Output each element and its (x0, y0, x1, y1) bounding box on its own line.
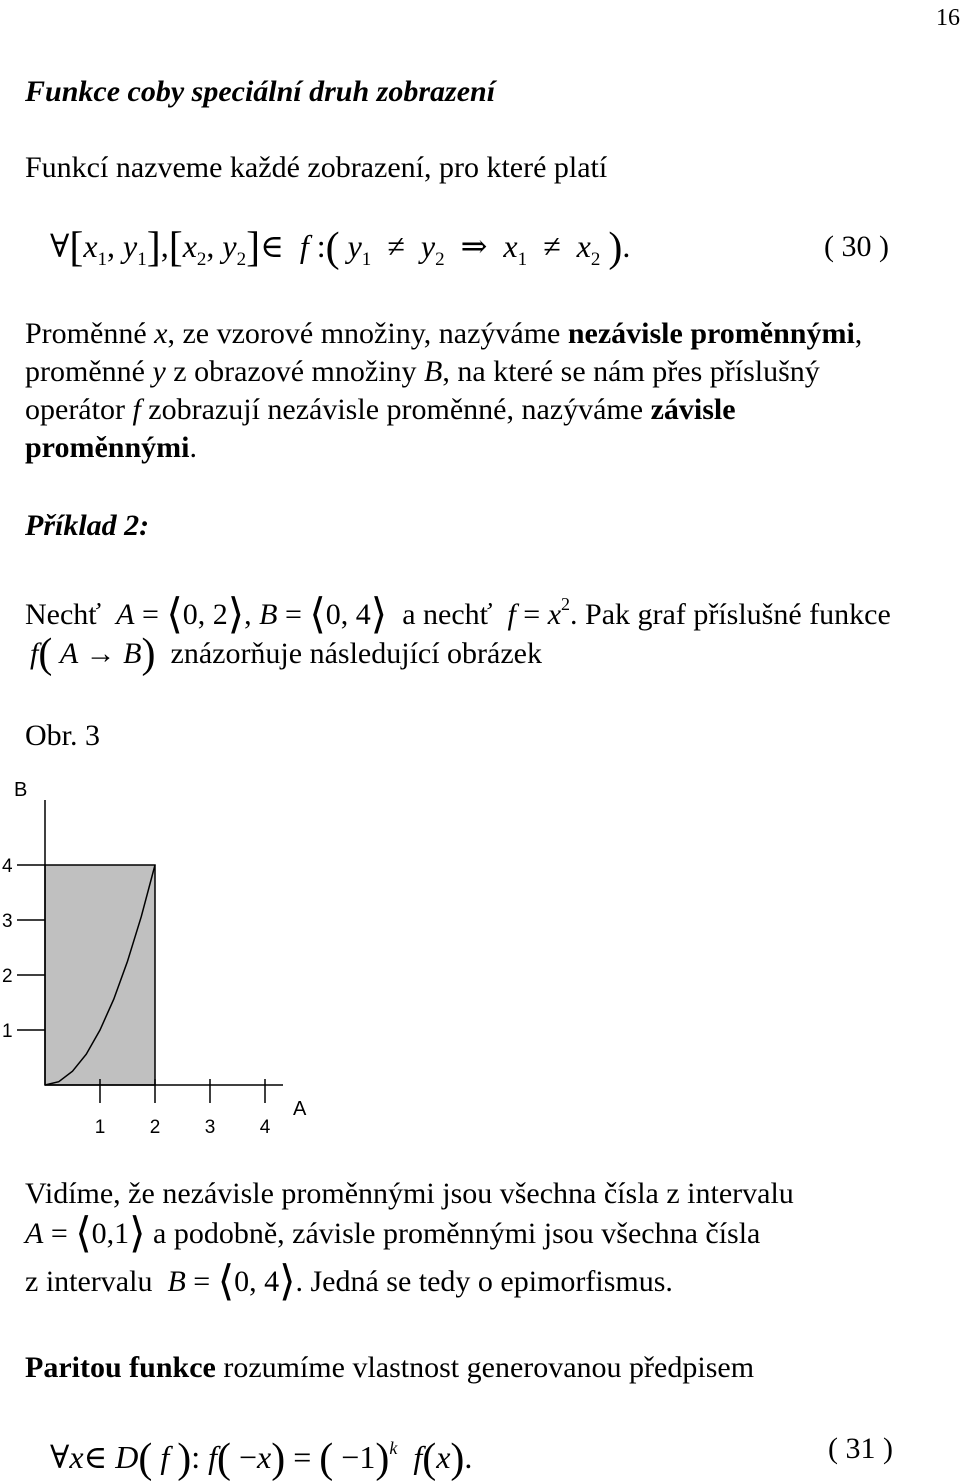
text: zobrazují nezávisle proměnné, nazýváme (140, 393, 651, 426)
x-ticks (95, 1079, 271, 1138)
var-x: x (69, 1439, 84, 1475)
term-independent: nezávisle proměnnými (567, 317, 855, 350)
paragraph-line-4 (25, 430, 197, 466)
var-x2: x (182, 228, 197, 264)
x-tick-label: 4 (259, 1117, 271, 1138)
var-f: f (507, 598, 516, 631)
page-number: 16 (936, 5, 960, 31)
minus: − (238, 1439, 258, 1475)
var-y2: y (222, 228, 237, 264)
text: , na které se nám přes příslušný (442, 355, 820, 388)
var-f: f (160, 1439, 170, 1475)
y-axis-label: B (14, 779, 28, 801)
x-tick-label: 3 (204, 1117, 216, 1138)
sub-1: 1 (361, 249, 372, 270)
paragraph-line-1 (25, 316, 862, 352)
one: 1 (359, 1439, 376, 1475)
sub-1: 1 (97, 249, 108, 270)
formula-31: ∀x∈ D( f ): f( −x) = ( −1)$^k$ f(x). (50, 1436, 473, 1482)
sub-2: 2 (196, 249, 207, 270)
sub-2: 2 (435, 249, 445, 270)
var-y1: y (347, 228, 362, 264)
sub-1: 1 (517, 249, 528, 270)
y-tick-label: 2 (2, 966, 13, 987)
minus: − (341, 1439, 360, 1475)
equals: = (284, 598, 302, 631)
comma: , (244, 598, 252, 631)
var-B: B (123, 637, 142, 670)
element-of: ∈ (260, 228, 284, 264)
equals: = (141, 598, 159, 631)
x-tick-label: 2 (149, 1117, 161, 1138)
implies-symbol: ⇒ (460, 228, 488, 264)
period: . (622, 228, 631, 264)
var-f: f (208, 1439, 217, 1475)
var-f: f (30, 637, 39, 670)
paragraph-line-3 (25, 392, 736, 428)
y-ticks (2, 856, 45, 1042)
var-x: x (154, 317, 168, 350)
neq-symbol: ≠ (543, 228, 561, 264)
interval: 0,1 (91, 1217, 130, 1250)
var-x: x (547, 598, 562, 631)
equation-number-31: ( 31 ) (828, 1432, 893, 1465)
text: proměnné (25, 355, 153, 388)
text: . Jedná se tedy o epimorfismus. (295, 1265, 673, 1298)
text: z intervalu (25, 1265, 153, 1298)
term-dependent: závisle (650, 393, 736, 426)
intro-text: Funkcí nazveme každé zobrazení, pro které platí (25, 151, 608, 184)
var-f: f (132, 393, 141, 426)
conclusion-line-2: A = ⟨0,1⟩ a podobně, závisle proměnnými jsou všechna čísla (25, 1211, 761, 1257)
text: z obrazové množiny (165, 355, 425, 388)
var-D: D (115, 1439, 139, 1475)
text: a podobně, závisle proměnnými jsou všechna čísla (153, 1217, 761, 1250)
var-f: f (299, 228, 309, 264)
var-x: x (257, 1439, 272, 1475)
text: rozumíme vlastnost generovanou předpisem (215, 1351, 755, 1384)
arrow-symbol: → (85, 637, 116, 670)
var-x1: x (503, 228, 518, 264)
var-A: A (59, 637, 79, 670)
interval-B: 0, 4 (325, 598, 371, 631)
term-dependent-2: proměnnými (25, 431, 190, 464)
var-B: B (259, 598, 278, 631)
var-B: B (167, 1265, 186, 1298)
paragraph-line-2 (25, 354, 820, 390)
function-graph (0, 770, 320, 1150)
text: Nechť (25, 598, 102, 631)
example-line-1: Nechť A = ⟨0, 2⟩, B = ⟨0, 4⟩ a nechť $f = x^2$. Pak graf příslušné funkce (25, 592, 891, 638)
var-x1: x (83, 228, 98, 264)
var-y1: y (123, 228, 138, 264)
sub-2: 2 (590, 249, 601, 270)
section-heading: Funkce coby speciální druh zobrazení (25, 75, 496, 108)
colon: : (191, 1439, 201, 1475)
text: znázorňuje následující obrázek (170, 637, 542, 670)
var-y: y (152, 355, 166, 388)
parity-line (25, 1350, 754, 1386)
var-x: x (436, 1439, 451, 1475)
var-f: f (413, 1439, 423, 1475)
y-tick-label: 4 (2, 856, 13, 877)
text: . (189, 431, 197, 464)
colon: : (316, 228, 326, 264)
term-parity: Paritou funkce (25, 1351, 216, 1384)
x-tick-label: 1 (94, 1117, 106, 1138)
conclusion-line-1: Vidíme, že nezávisle proměnnými jsou všechna čísla z intervalu (25, 1177, 794, 1210)
text: Proměnné (25, 317, 155, 350)
text: a nechť (402, 598, 493, 631)
element-of: ∈ (83, 1439, 108, 1475)
equation-number-30: ( 30 ) (824, 230, 889, 263)
text: . Pak graf příslušné funkce (570, 598, 891, 631)
interval-A: 0, 2 (182, 598, 228, 631)
neq-symbol: ≠ (387, 228, 405, 264)
period: . (464, 1439, 473, 1475)
y-tick-label: 3 (2, 911, 13, 932)
var-B: B (424, 355, 443, 388)
equals: = (523, 598, 541, 631)
var-x2: x (576, 228, 591, 264)
interval: 0, 4 (234, 1265, 280, 1298)
forall-symbol: ∀ (50, 228, 70, 264)
var-A: A (116, 598, 135, 631)
example-heading: Příklad 2: (25, 509, 150, 542)
equals: = (293, 1439, 312, 1475)
text: operátor (25, 393, 133, 426)
shaded-region (45, 865, 155, 1085)
forall-symbol: ∀ (50, 1439, 70, 1475)
exponent-k: k (389, 1438, 398, 1458)
x-axis-label: A (293, 1098, 307, 1120)
figure-label: Obr. 3 (25, 719, 100, 752)
text: , ze vzorové množiny, nazýváme (167, 317, 568, 350)
var-y2: y (420, 228, 436, 264)
var-A: A (25, 1217, 44, 1250)
equals: = (193, 1265, 211, 1298)
sub-2: 2 (236, 249, 247, 270)
y-tick-label: 1 (2, 1021, 13, 1042)
formula-30: $\forall[x_1$, $y_1],[x_2$, $y_2]\in$ f :( $y_1 \ne y_2$ ⇒ $x_1 \ne x_2$ ). (50, 225, 631, 271)
exponent-2: 2 (561, 594, 571, 614)
equals: = (50, 1217, 68, 1250)
sub-1: 1 (137, 249, 147, 270)
conclusion-line-3: z intervalu B = ⟨0, 4⟩. Jedná se tedy o epimorfismus. (25, 1259, 673, 1305)
text: , (854, 317, 863, 350)
example-line-2: f( A → B) znázorňuje následující obrázek (30, 631, 542, 677)
